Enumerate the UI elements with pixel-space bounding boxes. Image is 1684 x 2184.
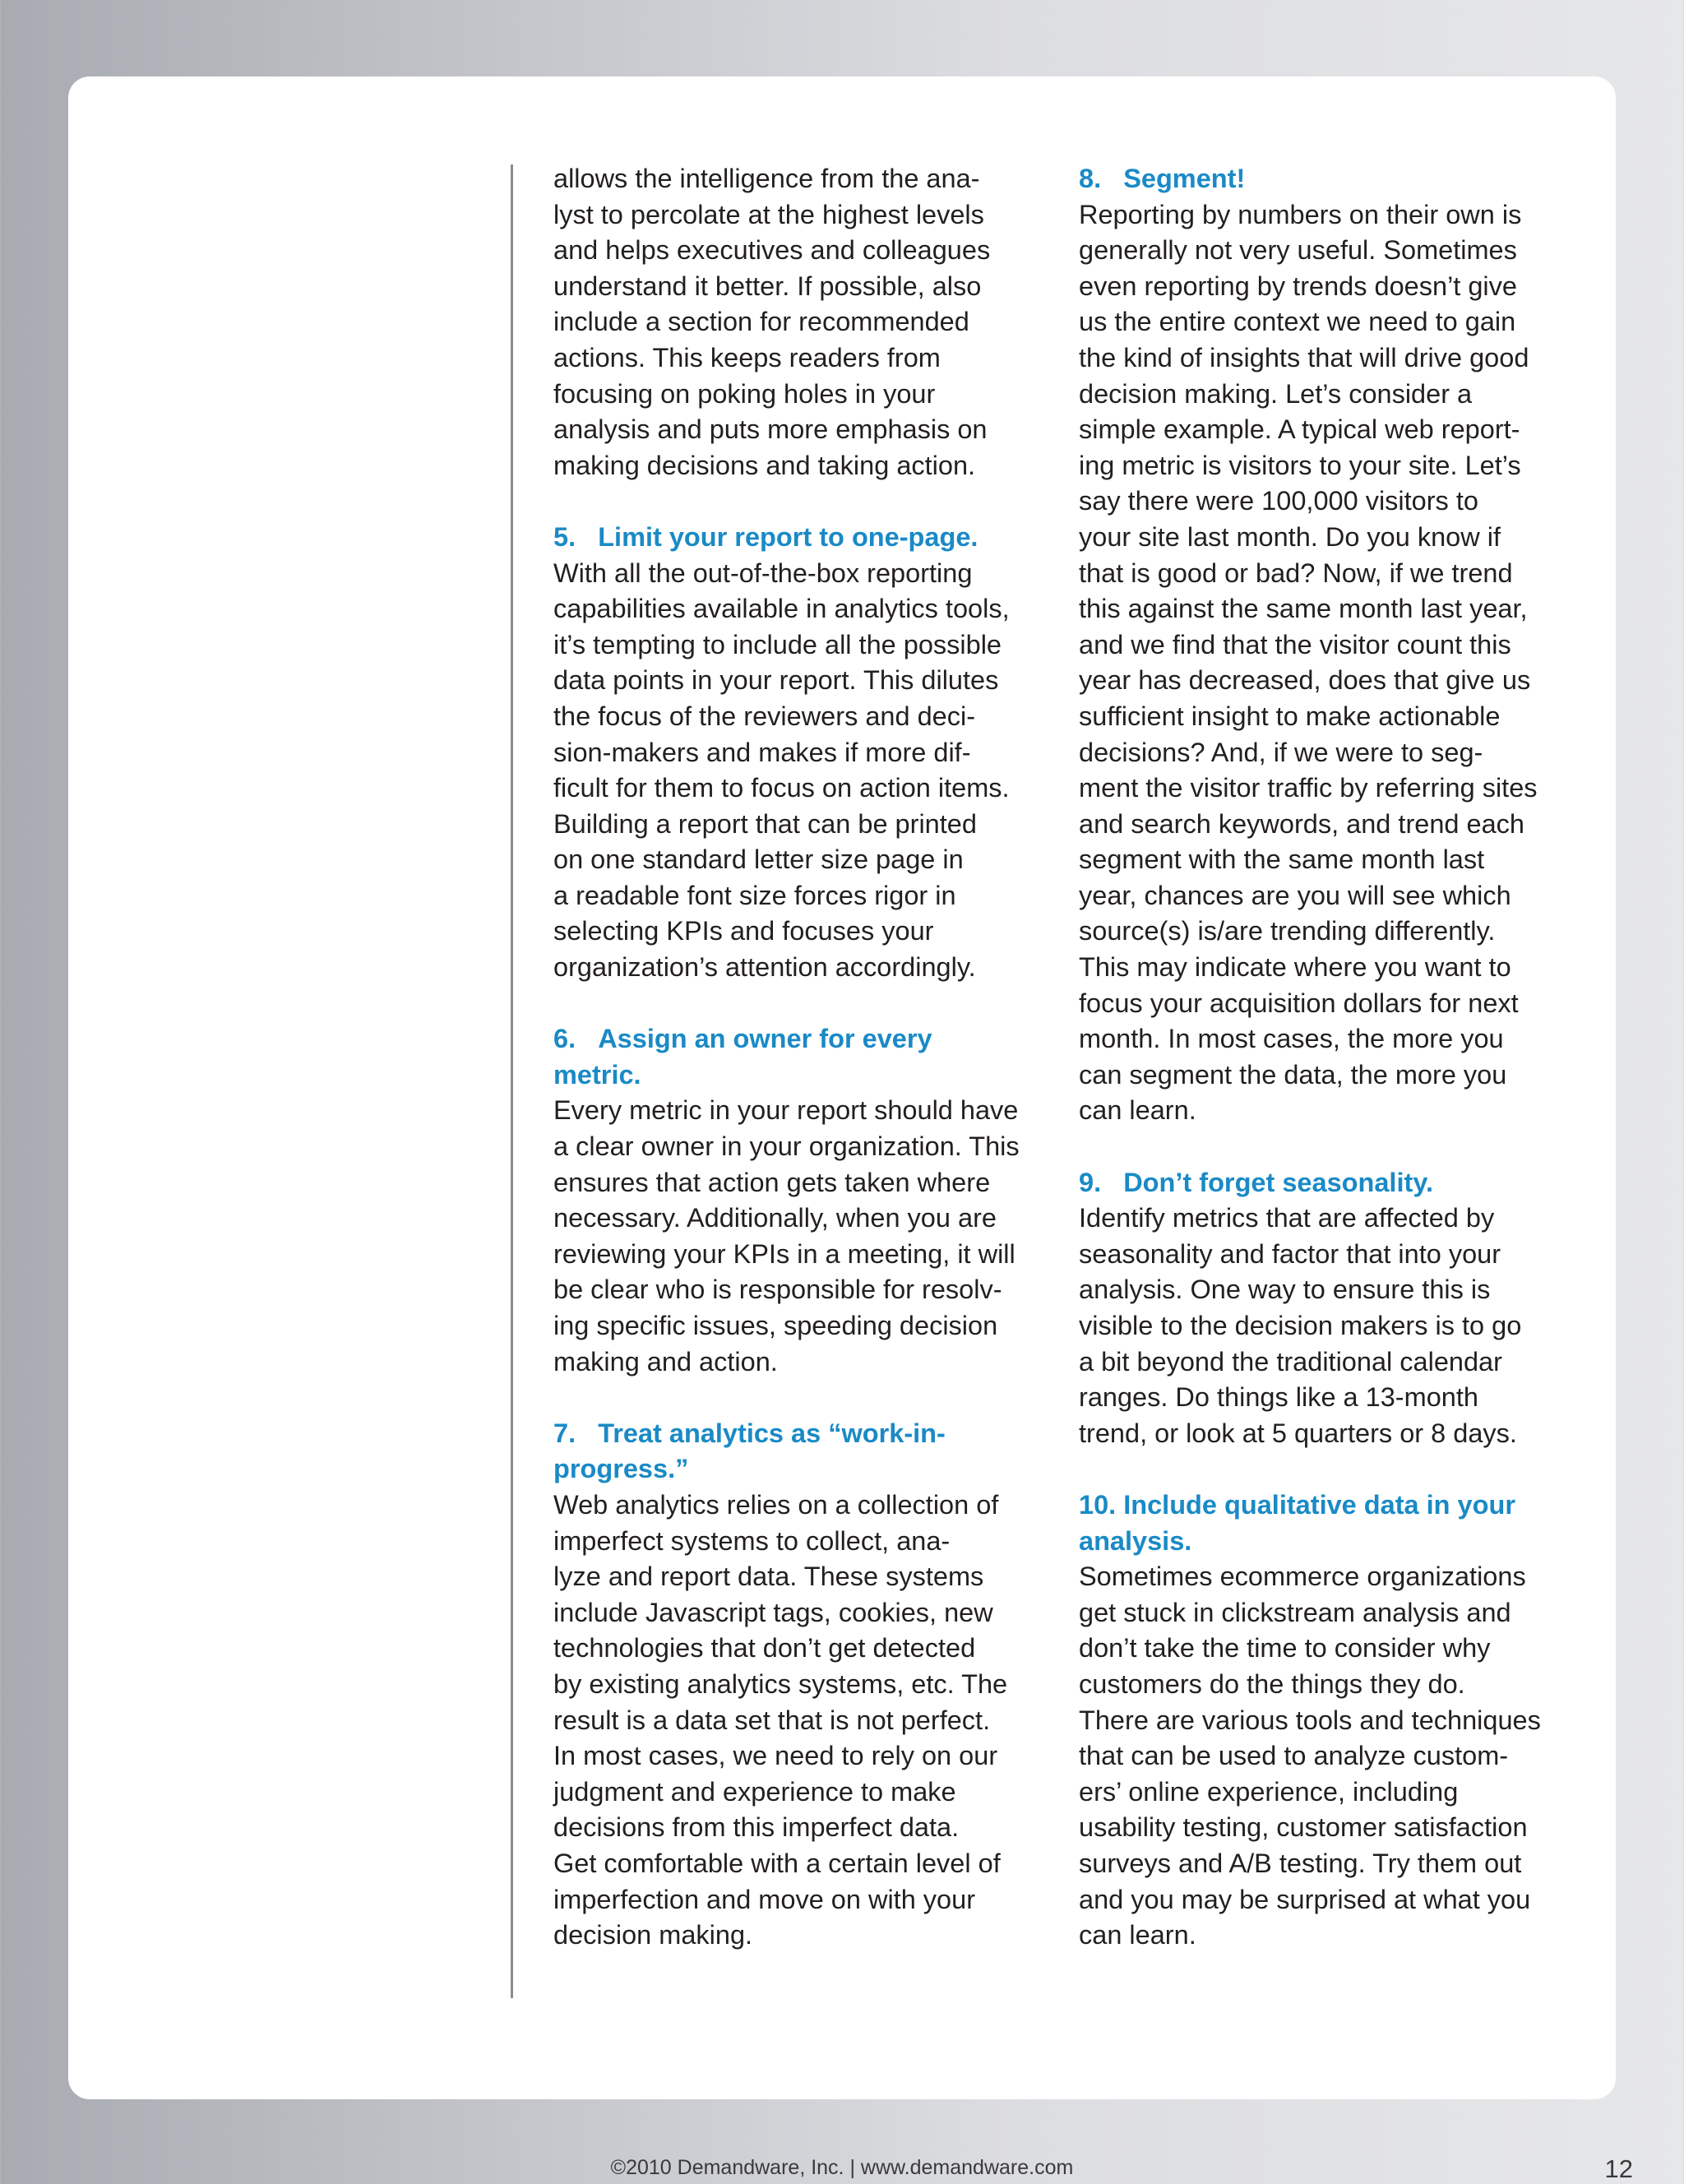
section-heading: 9. Don’t forget seasonality. [1079,1167,1434,1197]
section-heading-continued: metric. [553,1059,641,1090]
text-line: decision making. [553,1920,753,1950]
text-line: can learn. [1079,1095,1196,1126]
text-line: the focus of the reviewers and deci- [553,701,976,731]
text-line: segment with the same month last [1079,844,1485,875]
text-line: visible to the decision makers is to go [1079,1311,1522,1340]
text-line: Reporting by numbers on their own is [1079,199,1522,229]
text-line: technologies that don’t get detected [553,1633,976,1663]
text-line: on one standard letter size page in [553,844,964,875]
text-line: a clear owner in your organization. This [553,1131,1020,1162]
text-line: imperfection and move on with your [553,1884,976,1914]
text-line: don’t take the time to consider why [1079,1633,1491,1663]
text-line: imperfect systems to collect, ana- [553,1525,951,1556]
section-heading-continued: analysis. [1079,1525,1192,1556]
text-line: making decisions and taking action. [553,450,976,480]
text-line: capabilities available in analytics tools, [553,594,1010,624]
text-line: lyst to percolate at the highest levels [553,199,984,229]
text-line: There are various tools and techniques [1079,1705,1541,1735]
paragraph-spacer [553,986,1047,1022]
text-line: seasonality and factor that into your [1079,1238,1501,1269]
section-6 [553,1021,1047,1380]
text-line: and search keywords, and trend each [1079,808,1524,839]
text-line: year, chances are you will see which [1079,880,1511,910]
section-heading: 8. Segment! [1079,164,1246,193]
text-line: analysis. One way to ensure this is [1079,1275,1491,1305]
text-line: ranges. Do things like a 13-month [1079,1382,1478,1413]
text-line: Identify metrics that are affected by [1079,1203,1495,1233]
page-number: 12 [1604,2154,1633,2183]
text-line: and we find that the visitor count this [1079,629,1511,659]
text-line: lyze and report data. These systems [553,1562,984,1592]
intro-paragraph [553,161,1047,484]
text-line: reviewing your KPIs in a meeting, it will [553,1238,1015,1269]
text-line: ment the visitor traffic by referring sites [1079,773,1538,803]
text-line: that can be used to analyze custom- [1079,1741,1509,1771]
paragraph-spacer [1079,1129,1572,1165]
text-line: generally not very useful. Sometimes [1079,235,1517,266]
text-line: by existing analytics systems, etc. The [553,1668,1008,1699]
text-line: necessary. Additionally, when you are [553,1203,997,1233]
text-line: analysis and puts more emphasis on [553,414,988,445]
text-line: understand it better. If possible, also [553,271,982,301]
text-line: ing specific issues, speeding decision [553,1311,998,1340]
text-line: usability testing, customer satisfaction [1079,1812,1528,1843]
section-heading: 5. Limit your report to one-page. [553,521,978,552]
text-line: and helps executives and colleagues [553,235,991,266]
text-line: ficult for them to focus on action items. [553,773,1010,803]
text-line: ensures that action gets taken where [553,1167,991,1197]
text-line: decisions? And, if we were to seg- [1079,737,1483,767]
text-line: Get comfortable with a certain level of [553,1848,1001,1878]
text-line: decision making. Let’s consider a [1079,378,1473,409]
text-line: decisions from this imperfect data. [553,1812,960,1843]
paragraph-spacer [553,484,1047,520]
section-heading-continued: progress.” [553,1454,689,1484]
section-7 [553,1416,1047,1954]
left-column [553,161,1047,1954]
text-line: Web analytics relies on a collection of [553,1489,999,1520]
text-line: a bit beyond the traditional calendar [1079,1346,1502,1377]
section-5 [553,520,1047,986]
text-line: customers do the things they do. [1079,1668,1465,1699]
text-line: data points in your report. This dilutes [553,665,999,696]
text-line: include Javascript tags, cookies, new [553,1597,993,1627]
text-line: us the entire context we need to gain [1079,307,1516,337]
text-line: In most cases, we need to rely on our [553,1741,998,1771]
text-line: can segment the data, the more you [1079,1059,1507,1090]
text-line: selecting KPIs and focuses your [553,916,934,946]
text-line: This may indicate where you want to [1079,952,1511,983]
right-column [1079,161,1572,1954]
text-line: can learn. [1079,1920,1196,1950]
text-line: organization’s attention accordingly. [553,952,976,983]
text-line: surveys and A/B testing. Try them out [1079,1848,1522,1878]
section-8 [1079,161,1572,1129]
text-line: month. In most cases, the more you [1079,1024,1504,1054]
paragraph-spacer [553,1380,1047,1416]
text-line: that is good or bad? Now, if we trend [1079,558,1513,588]
section-heading: 10. Include qualitative data in your [1079,1489,1515,1520]
text-line: ing metric is visitors to your site. Let’s [1079,450,1521,480]
text-line: this against the same month last year, [1079,594,1528,624]
text-line: the kind of insights that will drive good [1079,342,1529,372]
text-line: judgment and experience to make [553,1776,956,1807]
text-line: focusing on poking holes in your [553,378,936,409]
section-9 [1079,1165,1572,1452]
text-line: say there were 100,000 visitors to [1079,486,1478,516]
text-line: your site last month. Do you know if [1079,521,1501,552]
column-divider [511,164,513,1998]
text-line: sufficient insight to make actionable [1079,701,1501,731]
text-line: Building a report that can be printed [553,808,977,839]
text-line: ers’ online experience, including [1079,1776,1459,1807]
section-10 [1079,1488,1572,1954]
text-line: sion-makers and makes if more dif- [553,737,971,767]
text-line: actions. This keeps readers from [553,342,941,372]
text-line: get stuck in clickstream analysis and [1079,1597,1511,1627]
text-line: a readable font size forces rigor in [553,880,956,910]
text-line: making and action. [553,1346,778,1377]
text-line: source(s) is/are trending differently. [1079,916,1496,946]
text-line: be clear who is responsible for resolv- [553,1275,1002,1305]
footer-copyright: ©2010 Demandware, Inc. | www.demandware.com [610,2156,1074,2179]
text-line: result is a data set that is not perfect. [553,1705,991,1735]
text-line: focus your acquisition dollars for next [1079,988,1519,1018]
text-line: even reporting by trends doesn’t give [1079,271,1517,301]
text-line: Sometimes ecommerce organizations [1079,1562,1526,1592]
section-heading: 7. Treat analytics as “work-in- [553,1418,946,1448]
text-line: include a section for recommended [553,307,969,337]
text-line: Every metric in your report should have [553,1095,1019,1126]
text-line: and you may be surprised at what you [1079,1884,1531,1914]
text-line: allows the intelligence from the ana- [553,164,980,193]
section-heading: 6. Assign an owner for every [553,1024,932,1054]
text-line: it’s tempting to include all the possible [553,629,1002,659]
text-line: With all the out-of-the-box reporting [553,558,973,588]
text-line: trend, or look at 5 quarters or 8 days. [1079,1418,1517,1448]
text-line: simple example. A typical web report- [1079,414,1520,445]
text-line: year has decreased, does that give us [1079,665,1531,696]
paragraph-spacer [1079,1451,1572,1488]
